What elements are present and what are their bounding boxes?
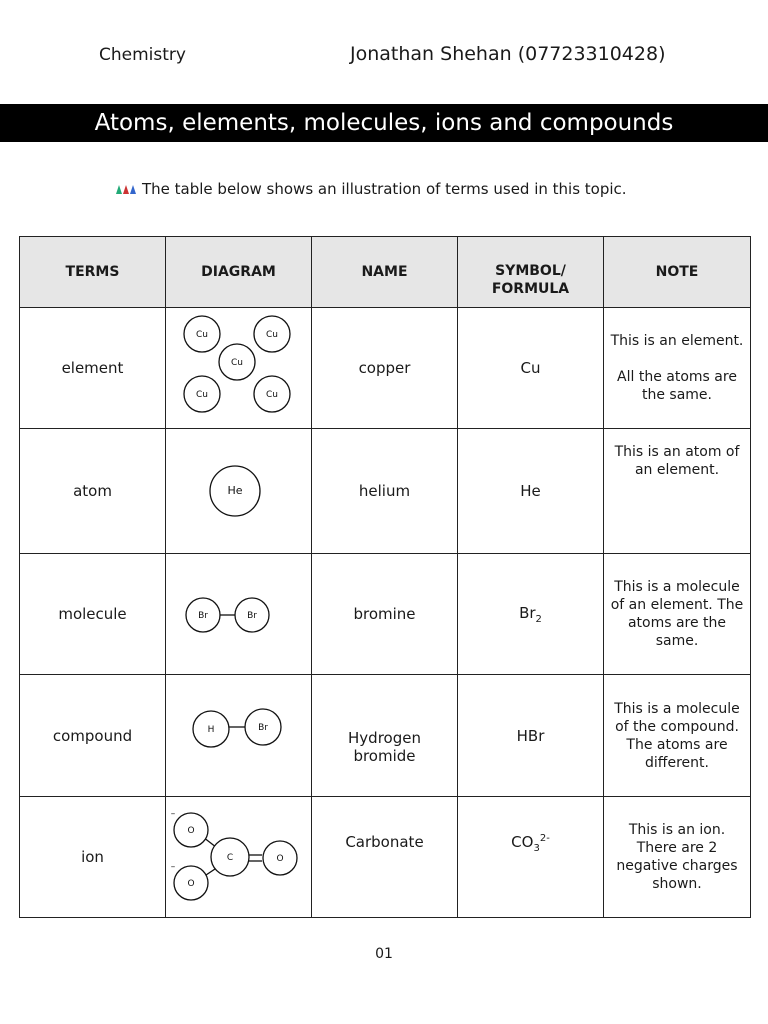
intro-line (116, 180, 627, 198)
table-header-row (20, 237, 751, 308)
symbol-superscript: 2- (539, 833, 550, 844)
note-cell (604, 675, 751, 797)
name-label: helium (358, 482, 411, 500)
symbol-cell (458, 308, 604, 429)
atom-label: O (276, 854, 284, 864)
term-label: ion (81, 848, 104, 866)
atom-label: Cu (231, 358, 243, 368)
atom-label: He (227, 484, 243, 497)
name-cell (312, 308, 458, 429)
name-label: Carbonate (345, 833, 424, 851)
flasks-icon (116, 185, 136, 194)
note-cell (604, 429, 751, 554)
header-subject: Chemistry (99, 45, 186, 65)
note-text: This is an element. All the atoms are the same. (610, 333, 744, 403)
diagram-cell (166, 308, 312, 429)
term-label: atom (73, 482, 112, 500)
symbol-cell (458, 797, 604, 918)
term-cell (20, 429, 166, 554)
atom-label: Br (258, 723, 268, 733)
table-row (20, 675, 751, 797)
name-cell (312, 797, 458, 918)
symbol-subscript: 3 (533, 843, 540, 854)
diagram-cell (166, 429, 312, 554)
name-cell (312, 675, 458, 797)
col-header-symbol-label: SYMBOL/ FORMULA (491, 263, 570, 297)
name-cell (312, 554, 458, 675)
term-cell (20, 554, 166, 675)
term-cell (20, 675, 166, 797)
note-cell (604, 797, 751, 918)
note-cell (604, 308, 751, 429)
atom-label: C (226, 853, 234, 863)
copper-atoms-diagram (166, 308, 312, 424)
charge-label: – (170, 809, 176, 819)
header-author: Jonathan Shehan (07723310428) (350, 43, 666, 65)
diagram-cell (166, 675, 312, 797)
atom-label: Br (198, 611, 208, 621)
symbol-cell (458, 554, 604, 675)
note-text: This is a molecule of an element. The atoms are the same. (610, 579, 744, 649)
symbol-base: Cu (520, 359, 541, 377)
name-label: Hydrogen bromide (348, 728, 421, 765)
col-header-diagram: DIAGRAM (166, 237, 312, 308)
table-row (20, 797, 751, 918)
symbol-cell (458, 675, 604, 797)
note-cell (604, 554, 751, 675)
symbol-base: HBr (516, 726, 545, 745)
atom-label: Cu (196, 390, 208, 400)
term-label: compound (52, 726, 133, 745)
name-label: bromine (353, 605, 416, 623)
carbonate-ion-diagram (166, 797, 312, 913)
atom-label: Cu (266, 330, 278, 340)
table-row (20, 554, 751, 675)
atom-label: Br (247, 611, 257, 621)
diagram-cell (166, 554, 312, 675)
symbol-base: CO (511, 833, 534, 851)
note-text: This is an atom of an element. (614, 444, 740, 478)
atom-label: O (187, 879, 195, 889)
col-header-name: NAME (312, 237, 458, 308)
col-header-note: NOTE (604, 237, 751, 308)
atom-label: H (207, 725, 215, 735)
page-number: 01 (375, 946, 393, 962)
intro-text: The table below shows an illustration of terms used in this topic. (142, 180, 627, 198)
term-cell (20, 797, 166, 918)
atom-label: Cu (266, 390, 278, 400)
charge-label: – (170, 862, 176, 872)
note-text: This is an ion. There are 2 negative charges shown. (616, 822, 738, 892)
name-label: copper (358, 359, 411, 377)
helium-atom-diagram (166, 429, 312, 549)
symbol-subscript: 2 (535, 613, 542, 625)
diagram-cell (166, 797, 312, 918)
term-label: molecule (58, 605, 127, 623)
page-title-banner (0, 104, 768, 142)
atom-label: O (187, 826, 195, 836)
symbol-base: He (520, 482, 541, 500)
terms-table (19, 236, 751, 918)
symbol-cell (458, 429, 604, 554)
note-text: This is a molecule of the compound. The atoms are different. (614, 700, 740, 771)
table-row (20, 429, 751, 554)
bromine-molecule-diagram (166, 554, 312, 670)
col-header-terms: TERMS (20, 237, 166, 308)
hydrogen-bromide-diagram (166, 675, 312, 792)
atom-label: Cu (196, 330, 208, 340)
name-cell (312, 429, 458, 554)
term-cell (20, 308, 166, 429)
page-title: Atoms, elements, molecules, ions and compounds (94, 110, 674, 136)
table-row (20, 308, 751, 429)
symbol-base: Br (519, 603, 536, 622)
term-label: element (61, 359, 124, 377)
col-header-symbol (458, 237, 604, 308)
